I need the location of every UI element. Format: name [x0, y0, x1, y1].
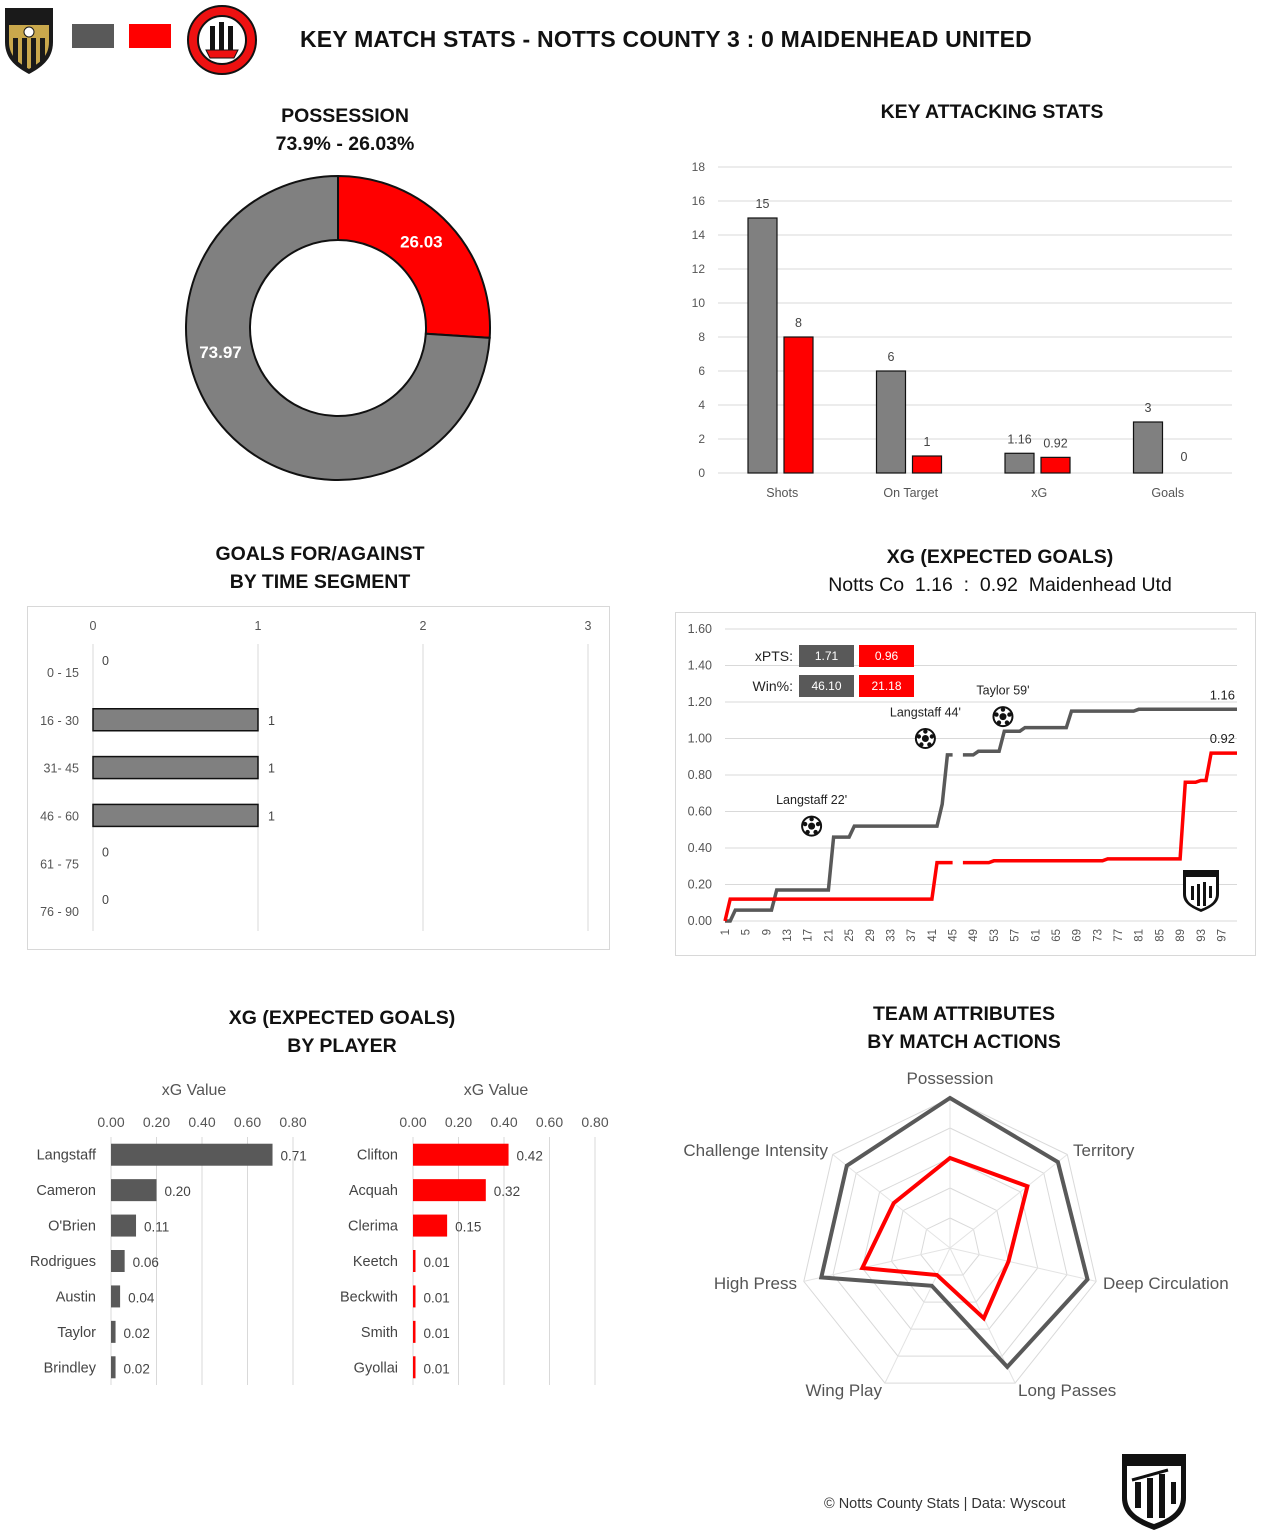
football-icon — [916, 729, 935, 748]
timeline-xtick: 61 — [1030, 929, 1043, 942]
goal-annotation: Taylor 59' — [976, 683, 1030, 698]
timeline-xtick: 77 — [1113, 929, 1126, 942]
xpts-home: 1.71 — [799, 645, 854, 667]
player-xg-bar — [111, 1321, 116, 1343]
radar-title — [814, 1000, 1114, 1056]
player-xg-value: 0.01 — [423, 1325, 450, 1341]
possession-subtitle: 73.9% - 26.03% — [275, 133, 415, 155]
goals-segment-title-line1: GOALS FOR/AGAINST — [215, 543, 425, 565]
timeline-xtick: 45 — [947, 929, 960, 942]
player-xg-bar — [413, 1285, 416, 1307]
attack-bar-away — [1041, 457, 1070, 473]
segment-category-label: 16 - 30 — [40, 713, 79, 728]
player-xtick: 0.00 — [399, 1114, 427, 1130]
home-color-swatch — [72, 24, 114, 48]
player-name-label: Acquah — [348, 1183, 398, 1200]
attack-ytick: 0 — [698, 466, 705, 480]
goals-segment-title — [170, 540, 470, 596]
player-xg-bar — [413, 1179, 486, 1201]
attack-category-label: Goals — [1151, 486, 1185, 500]
attack-ytick: 12 — [691, 262, 705, 276]
segment-category-label: 61 - 75 — [40, 857, 79, 872]
player-name-label: Rodrigues — [29, 1254, 96, 1270]
attack-ytick: 18 — [691, 160, 705, 174]
player-xg-value: 0.01 — [423, 1361, 450, 1377]
football-icon — [993, 707, 1012, 726]
radar-axis-label: Long Passes — [1018, 1381, 1117, 1400]
radar-series-away — [862, 1158, 1027, 1318]
player-name-label: Brindley — [43, 1360, 96, 1377]
radar-axis-line — [885, 1248, 950, 1383]
player-xtick: 0.60 — [535, 1114, 564, 1130]
win-away: 21.18 — [859, 675, 914, 697]
timeline-line-home — [725, 709, 1237, 921]
timeline-xtick: 33 — [885, 929, 898, 942]
radar-axis-label: Wing Play — [805, 1381, 882, 1400]
radar-axis-label: High Press — [713, 1274, 797, 1293]
player-xg-bar — [413, 1321, 416, 1343]
timeline-logo-icon — [1183, 870, 1219, 912]
timeline-xtick: 53 — [988, 929, 1001, 942]
player-name-label: Clifton — [356, 1147, 398, 1164]
attack-value-label: 1.16 — [1007, 432, 1032, 447]
segment-value-label: 0 — [102, 845, 109, 860]
player-xtick: 0.20 — [142, 1114, 171, 1130]
radar-series-home — [821, 1098, 1087, 1367]
attack-category-label: On Target — [883, 486, 939, 500]
xpts-away: 0.96 — [859, 645, 914, 667]
timeline-xtick: 85 — [1154, 929, 1167, 942]
player-xg-bar — [111, 1356, 116, 1378]
xg-player-title-line1: XG (EXPECTED GOALS) — [228, 1007, 456, 1029]
player-chart-title: xG Value — [161, 1082, 227, 1099]
player-name-label: Beckwith — [339, 1289, 398, 1306]
player-name-label: Smith — [360, 1324, 398, 1341]
attack-ytick: 2 — [698, 432, 705, 446]
player-xg-value: 0.01 — [423, 1255, 450, 1270]
player-xtick: 0.60 — [233, 1114, 262, 1130]
player-xtick: 0.40 — [188, 1114, 216, 1130]
timeline-ytick: 0.40 — [687, 841, 712, 855]
win-home: 46.10 — [799, 675, 854, 697]
attack-value-label: 3 — [1144, 401, 1152, 415]
player-xg-bar — [111, 1215, 136, 1237]
radar-axis-line — [833, 1154, 950, 1248]
player-name-label: Gyollai — [353, 1360, 398, 1377]
player-xg-bar — [111, 1144, 273, 1166]
attacking-bar-chart — [670, 150, 1250, 510]
player-xg-value: 0.20 — [164, 1184, 191, 1200]
xg-player-title-line2: BY PLAYER — [287, 1035, 397, 1057]
xg-timeline-title — [740, 543, 1260, 599]
player-xg-bar — [111, 1250, 125, 1272]
radar-axis-label: Deep Circulation — [1103, 1274, 1229, 1293]
timeline-xtick: 37 — [906, 929, 919, 942]
radar-axis-line — [950, 1248, 1096, 1281]
xpts-table — [745, 645, 914, 697]
attack-value-label: 0.92 — [1043, 436, 1068, 451]
away-color-swatch — [129, 24, 171, 48]
player-name-label: Cameron — [36, 1183, 96, 1200]
goals-segment-bar-chart — [27, 606, 610, 950]
timeline-ytick: 0.20 — [687, 877, 712, 892]
attack-category-label: Shots — [766, 486, 799, 500]
player-name-label: O'Brien — [48, 1218, 96, 1235]
xpts-label: xPTS: — [754, 648, 793, 664]
player-name-label: Austin — [55, 1289, 96, 1306]
player-name-label: Taylor — [57, 1324, 96, 1341]
timeline-line-away — [725, 753, 1237, 921]
segment-value-label: 1 — [268, 713, 275, 728]
segment-xtick: 3 — [584, 619, 592, 633]
timeline-xtick: 93 — [1195, 929, 1208, 942]
player-name-label: Langstaff — [36, 1147, 96, 1164]
segment-category-label: 46 - 60 — [40, 809, 79, 824]
segment-bar — [93, 804, 258, 826]
radar-axis-label: Possession — [906, 1069, 994, 1088]
player-xg-value: 0.02 — [123, 1361, 150, 1377]
timeline-ytick: 1.00 — [687, 731, 712, 746]
player-chart-title: xG Value — [463, 1082, 529, 1099]
attack-value-label: 6 — [887, 350, 895, 364]
player-xg-bar — [413, 1356, 416, 1378]
player-xg-value: 0.32 — [493, 1184, 521, 1200]
goal-annotation: Langstaff 44' — [889, 705, 961, 720]
timeline-xtick: 73 — [1092, 929, 1105, 942]
page-title: KEY MATCH STATS - NOTTS COUNTY 3 : 0 MAIDENHEAD UNITED — [300, 26, 1032, 52]
xg-player-title — [192, 1004, 492, 1060]
player-xg-bar — [413, 1215, 447, 1237]
attack-value-label: 0 — [1180, 450, 1188, 464]
attack-value-label: 15 — [755, 197, 770, 211]
donut-label-home: 73.97 — [199, 343, 242, 363]
timeline-xtick: 29 — [864, 929, 877, 942]
timeline-xtick: 25 — [844, 929, 857, 942]
player-name-label: Keetch — [352, 1254, 398, 1270]
xg-timeline-title-text: XG (EXPECTED GOALS) — [886, 546, 1114, 568]
player-xtick: 0.40 — [490, 1114, 518, 1130]
segment-bar — [93, 757, 258, 779]
donut-label-away: 26.03 — [400, 232, 443, 252]
timeline-xtick: 89 — [1175, 929, 1188, 942]
timeline-xtick: 57 — [1009, 929, 1022, 942]
attack-bar-home — [748, 218, 777, 473]
attack-ytick: 6 — [698, 364, 705, 378]
player-xtick: 0.00 — [97, 1114, 125, 1130]
timeline-ytick: 0.60 — [687, 804, 712, 819]
notts-county-stats-logo — [1118, 1452, 1190, 1537]
radar-axis-label: Challenge Intensity — [683, 1141, 828, 1160]
notts-county-crest — [2, 4, 56, 79]
player-xg-bar — [111, 1285, 120, 1307]
radar-axis-label: Territory — [1073, 1141, 1135, 1160]
attack-ytick: 4 — [698, 398, 705, 412]
timeline-xtick: 97 — [1216, 929, 1229, 942]
player-xg-value: 0.11 — [144, 1219, 170, 1235]
goals-segment-title-line2: BY TIME SEGMENT — [229, 571, 411, 593]
segment-category-label: 31- 45 — [43, 761, 79, 776]
player-xtick: 0.80 — [581, 1114, 609, 1130]
player-xg-value: 0.42 — [516, 1148, 543, 1164]
attack-ytick: 10 — [691, 296, 705, 310]
player-xg-value: 0.15 — [455, 1219, 482, 1235]
timeline-xtick: 9 — [761, 929, 774, 936]
timeline-xtick: 81 — [1133, 929, 1146, 942]
radar-axis-line — [950, 1154, 1067, 1248]
segment-category-label: 76 - 90 — [40, 905, 79, 920]
timeline-ytick: 0.00 — [687, 914, 712, 928]
segment-xtick: 0 — [89, 619, 97, 633]
possession-donut-chart — [180, 170, 500, 490]
attack-bar-away — [913, 456, 942, 473]
attack-bar-home — [1134, 422, 1163, 473]
segment-value-label: 1 — [268, 809, 275, 824]
timeline-xtick: 41 — [926, 929, 939, 942]
goal-annotation: Langstaff 22' — [776, 793, 848, 808]
timeline-xtick: 49 — [968, 929, 981, 942]
radar-chart — [660, 1060, 1260, 1420]
player-xg-bar — [413, 1144, 509, 1166]
attacking-title: KEY ATTACKING STATS — [880, 101, 1104, 123]
segment-category-label: 0 - 15 — [47, 665, 79, 680]
donut-slice-away — [338, 176, 490, 338]
segment-value-label: 0 — [102, 893, 109, 908]
xg-timeline-subtitle: Notts Co 1.16 : 0.92 Maidenhead Utd — [828, 574, 1172, 596]
attack-value-label: 1 — [923, 435, 931, 449]
attack-bar-home — [877, 371, 906, 473]
timeline-xtick: 69 — [1071, 929, 1084, 942]
timeline-xtick: 13 — [782, 929, 795, 942]
attack-ytick: 16 — [691, 194, 705, 208]
player-xg-value: 0.04 — [128, 1290, 155, 1306]
radar-title-line1: TEAM ATTRIBUTES — [873, 1003, 1055, 1025]
possession-title-text: POSSESSION — [281, 105, 409, 127]
timeline-ytick: 1.40 — [687, 658, 712, 673]
attack-ytick: 14 — [691, 228, 705, 242]
segment-bar — [93, 709, 258, 731]
player-xtick: 0.20 — [444, 1114, 473, 1130]
player-xtick: 0.80 — [279, 1114, 307, 1130]
segment-value-label: 1 — [268, 761, 275, 776]
segment-value-label: 0 — [102, 653, 109, 668]
timeline-xtick: 17 — [802, 929, 815, 942]
timeline-ytick: 1.60 — [687, 622, 712, 636]
possession-title — [195, 102, 495, 158]
timeline-ytick: 1.20 — [687, 695, 712, 709]
football-icon — [802, 817, 821, 836]
segment-xtick: 1 — [254, 619, 262, 633]
player-name-label: Clerima — [348, 1218, 398, 1235]
player-xg-value: 0.06 — [132, 1255, 159, 1270]
timeline-xtick: 5 — [740, 929, 753, 936]
timeline-ytick: 0.80 — [687, 768, 712, 782]
attack-value-label: 8 — [795, 316, 802, 330]
xg-player-away-chart — [318, 1075, 638, 1395]
maidenhead-united-crest — [186, 4, 258, 81]
player-xg-value: 0.02 — [123, 1325, 150, 1341]
radar-title-line2: BY MATCH ACTIONS — [867, 1031, 1061, 1053]
player-xg-value: 0.01 — [423, 1290, 450, 1306]
timeline-xtick: 21 — [823, 929, 836, 942]
player-xg-bar — [111, 1179, 157, 1201]
timeline-end-label: 1.16 — [1209, 687, 1235, 703]
player-xg-value: 0.71 — [280, 1148, 307, 1164]
segment-xtick: 2 — [419, 619, 427, 633]
player-xg-bar — [413, 1250, 416, 1272]
timeline-xtick: 1 — [720, 929, 732, 936]
footer-credit: © Notts County Stats | Data: Wyscout — [824, 1496, 1066, 1512]
win-label: Win%: — [752, 678, 793, 694]
xg-player-home-chart — [0, 1075, 330, 1395]
attack-bar-away — [784, 337, 813, 473]
attack-category-label: xG — [1031, 486, 1048, 500]
attack-ytick: 8 — [698, 330, 705, 344]
attack-bar-home — [1005, 453, 1034, 473]
timeline-xtick: 65 — [1050, 929, 1063, 942]
timeline-end-label: 0.92 — [1209, 731, 1235, 747]
